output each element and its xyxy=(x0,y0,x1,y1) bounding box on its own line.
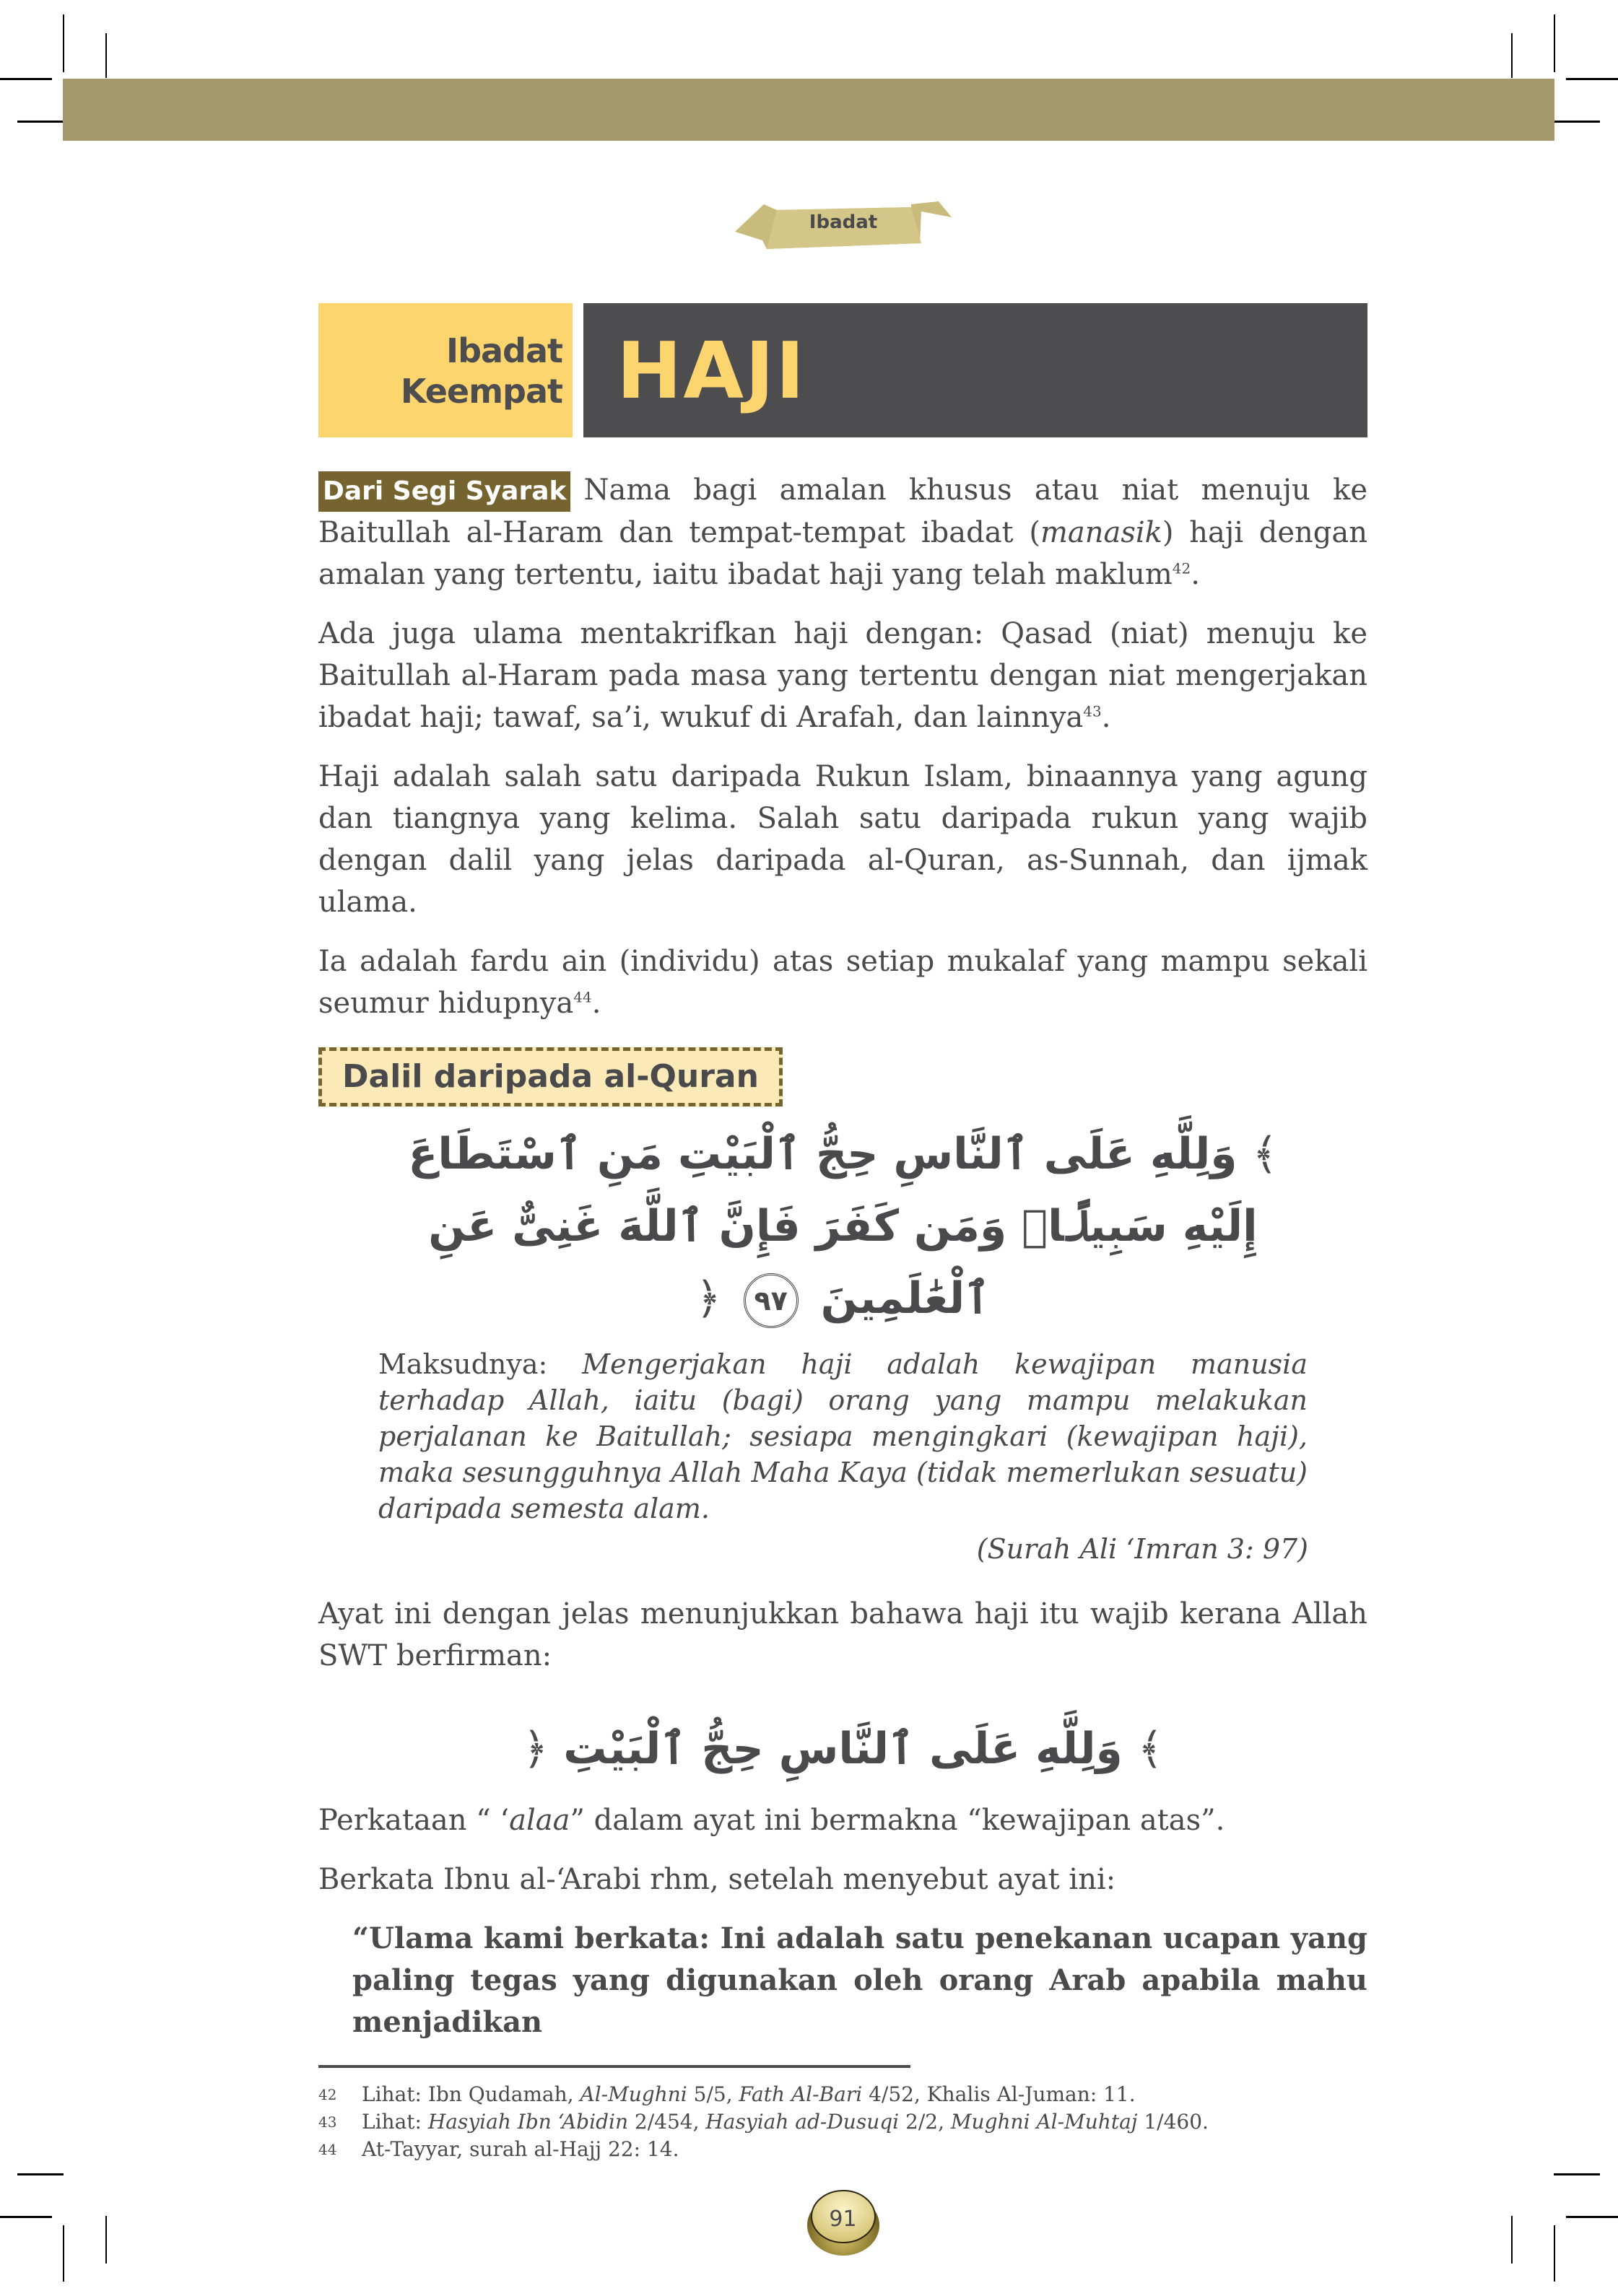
crop-mark xyxy=(1566,78,1618,80)
crop-mark xyxy=(1511,2216,1513,2264)
p1-italic: manasik xyxy=(1040,516,1162,549)
paragraph-rukun xyxy=(318,756,1367,923)
footnote-text: 4/52, Khalis Al-Juman: 11. xyxy=(862,2082,1136,2106)
paragraph-alaa xyxy=(318,1799,1367,1841)
page-number-badge xyxy=(806,2185,881,2257)
footnote-italic: Fath Al-Bari xyxy=(739,2082,863,2106)
verse-ornament-open: ﴾ xyxy=(1252,1129,1278,1179)
footnote-text: 5/5, xyxy=(687,2082,739,2106)
verse-number: ٩٧ xyxy=(754,1285,788,1317)
quran-verse xyxy=(376,1118,1310,1335)
chapter-ordinal xyxy=(401,331,562,411)
crop-mark xyxy=(1554,2225,1555,2282)
verse-reference: (Surah Ali ‘Imran 3: 97) xyxy=(976,1533,1308,1565)
p6-text-a: Perkataan “ ‘ xyxy=(318,1804,510,1837)
content-column xyxy=(318,469,1367,2257)
footnote-italic: Hasyiah Ibn ‘Abidin xyxy=(427,2110,628,2134)
footnote-43 xyxy=(318,2108,1367,2136)
crop-mark xyxy=(17,2173,64,2175)
translation-label: Maksudnya: xyxy=(378,1348,548,1380)
paragraph-alt-definition: Ada juga ulama mentakrifkan haji dengan: Qasad (niat) menuju ke Baitullah al-Haram pada masa yang tertentu dengan niat mengerjakan ibadat haji; tawaf, sa’i, wukuf di Arafah, dan lainnya$^{43}$. xyxy=(318,617,1367,734)
section-ribbon-label: Ibadat xyxy=(809,211,878,233)
crop-mark xyxy=(1566,2216,1618,2218)
p6-text-b: ” dalam ayat ini bermakna “kewajipan atas”. xyxy=(570,1804,1225,1837)
paragraph-definition: Dari Segi Syarak Nama bagi amalan khusus atau niat menuju ke Baitullah al-Haram dan tempat-tempat ibadat (manasik) haji dengan amalan yang tertentu, iaitu ibadat haji yang telah maklum$^{42}$. xyxy=(318,469,1367,595)
crop-mark xyxy=(105,2216,107,2264)
crop-mark xyxy=(0,78,52,80)
p1-text-a: Nama bagi amalan khusus atau niat menuju ke Baitullah al-Haram dan tempat-tempat ibadat ( xyxy=(318,473,1367,549)
chapter-title-box xyxy=(583,303,1367,437)
verse-number-medallion xyxy=(744,1273,799,1328)
chapter-ordinal-line1: Ibadat xyxy=(445,331,562,370)
footnote-text: 1/460. xyxy=(1137,2110,1209,2134)
verse-translation xyxy=(378,1346,1308,1527)
translation-text: Mengerjakan haji adalah kewajipan manusia terhadap Allah, iaitu (bagi) orang yang mampu melakukan perjalanan ke Baitullah; sesiapa mengingkari (kewajipan haji), maka sesungguhnya Allah Maha Kaya (tidak memerlukan sesuatu) daripada semesta alam. xyxy=(378,1348,1308,1524)
short-verse-text: وَلِلَّهِ عَلَى ٱلنَّاسِ حِجُّ ٱلْبَيْتِ xyxy=(563,1724,1123,1774)
crop-mark xyxy=(1554,2173,1600,2175)
p7-text: Berkata Ibnu al-‘Arabi rhm, setelah menyebut ayat ini: xyxy=(318,1863,1116,1896)
quote-ulama: “Ulama kami berkata: Ini adalah satu penekanan ucapan yang paling tegas yang digunakan oleh orang Arab apabila mahu menjadikan xyxy=(352,1921,1367,2039)
footnote-ref[interactable]: 44 xyxy=(573,988,592,1006)
footnote-44 xyxy=(318,2136,1367,2163)
crop-mark xyxy=(63,2225,64,2282)
dalil-heading-box xyxy=(318,1047,783,1106)
verse-ornament-close: ﴿ xyxy=(523,1724,549,1774)
short-verse xyxy=(318,1713,1367,1785)
p6-italic: alaa xyxy=(509,1804,570,1837)
paragraph-ibnu-arabi xyxy=(318,1859,1367,1900)
footnote-42 xyxy=(318,2081,1367,2108)
page-number: 91 xyxy=(829,2206,857,2232)
crop-mark xyxy=(1511,33,1513,78)
footnote-italic: Mughni Al-Muhtaj xyxy=(950,2110,1138,2134)
footnote-number: 43 xyxy=(318,2113,337,2131)
definition-tag: Dari Segi Syarak xyxy=(318,471,570,512)
section-ribbon xyxy=(735,198,952,249)
crop-mark xyxy=(1554,14,1555,72)
verse-text-line1: وَلِلَّهِ عَلَى ٱلنَّاسِ حِجُّ ٱلْبَيْتِ مَنِ ٱسْتَطَاعَ إِلَيْهِ سَبِيلًاۚ وَمَن كَفَرَ xyxy=(408,1129,1258,1252)
footnote-number: 42 xyxy=(318,2086,337,2103)
crop-mark xyxy=(1554,121,1600,123)
footnote-text: Lihat: xyxy=(362,2110,428,2134)
chapter-ordinal-line2: Keempat xyxy=(400,372,562,411)
p3-text: Haji adalah salah satu daripada Rukun Islam, binaannya yang agung dan tiangnya yang kelima. Salah satu daripada rukun yang wajib dengan dalil yang jelas daripada al-Quran, as-Sunnah, dan ijmak ulama. xyxy=(318,760,1367,919)
verse-text-line2: فَإِنَّ ٱللَّهَ غَنِىٌّ عَنِ ٱلْعَٰلَمِينَ xyxy=(428,1201,991,1324)
footnote-text: 2/2, xyxy=(899,2110,951,2134)
chapter-title: HAJI xyxy=(617,326,806,416)
crop-mark xyxy=(17,121,64,123)
footnote-text: 2/454, xyxy=(627,2110,706,2134)
verse-ornament-open: ﴾ xyxy=(1137,1724,1163,1774)
footnote-italic: Al-Mughni xyxy=(580,2082,687,2106)
dalil-heading: Dalil daripada al-Quran xyxy=(342,1058,759,1095)
crop-mark xyxy=(63,14,64,72)
crop-mark xyxy=(0,2216,52,2218)
footnote-ref[interactable]: 43 xyxy=(1083,702,1102,720)
p4-text: Ia adalah fardu ain (individu) atas setiap mukalaf yang mampu sekali seumur hidupnya xyxy=(318,945,1367,1020)
footnote-divider xyxy=(318,2065,910,2068)
paragraph-fardu: Ia adalah fardu ain (individu) atas setiap mukalaf yang mampu sekali seumur hidupnya$^{44}$. xyxy=(318,945,1367,1020)
p2-text: Ada juga ulama mentakrifkan haji dengan: Qasad (niat) menuju ke Baitullah al-Haram pada masa yang tertentu dengan niat mengerjakan ibadat haji; tawaf, sa’i, wukuf di Arafah, dan lainnya xyxy=(318,617,1367,734)
p1-text-b: ) haji dengan amalan yang tertentu, iaitu ibadat haji yang telah maklum xyxy=(318,516,1367,591)
footnote-text: Lihat: Ibn Qudamah, xyxy=(362,2082,580,2106)
verse-ornament-close: ﴿ xyxy=(695,1273,721,1324)
paragraph-ayat xyxy=(318,1593,1367,1677)
p5-text: Ayat ini dengan jelas menunjukkan bahawa haji itu wajib kerana Allah SWT berfirman: xyxy=(318,1597,1367,1672)
footnote-italic: Hasyiah ad-Dusuqi xyxy=(705,2110,900,2134)
header-band xyxy=(63,79,1554,141)
footnote-text: At-Tayyar, surah al-Hajj 22: 14. xyxy=(362,2137,679,2161)
footnote-ref[interactable]: 42 xyxy=(1172,559,1191,577)
chapter-title-row xyxy=(318,303,1367,437)
footnote-number: 44 xyxy=(318,2141,337,2158)
crop-mark xyxy=(105,33,107,78)
chapter-ordinal-box xyxy=(318,303,573,437)
